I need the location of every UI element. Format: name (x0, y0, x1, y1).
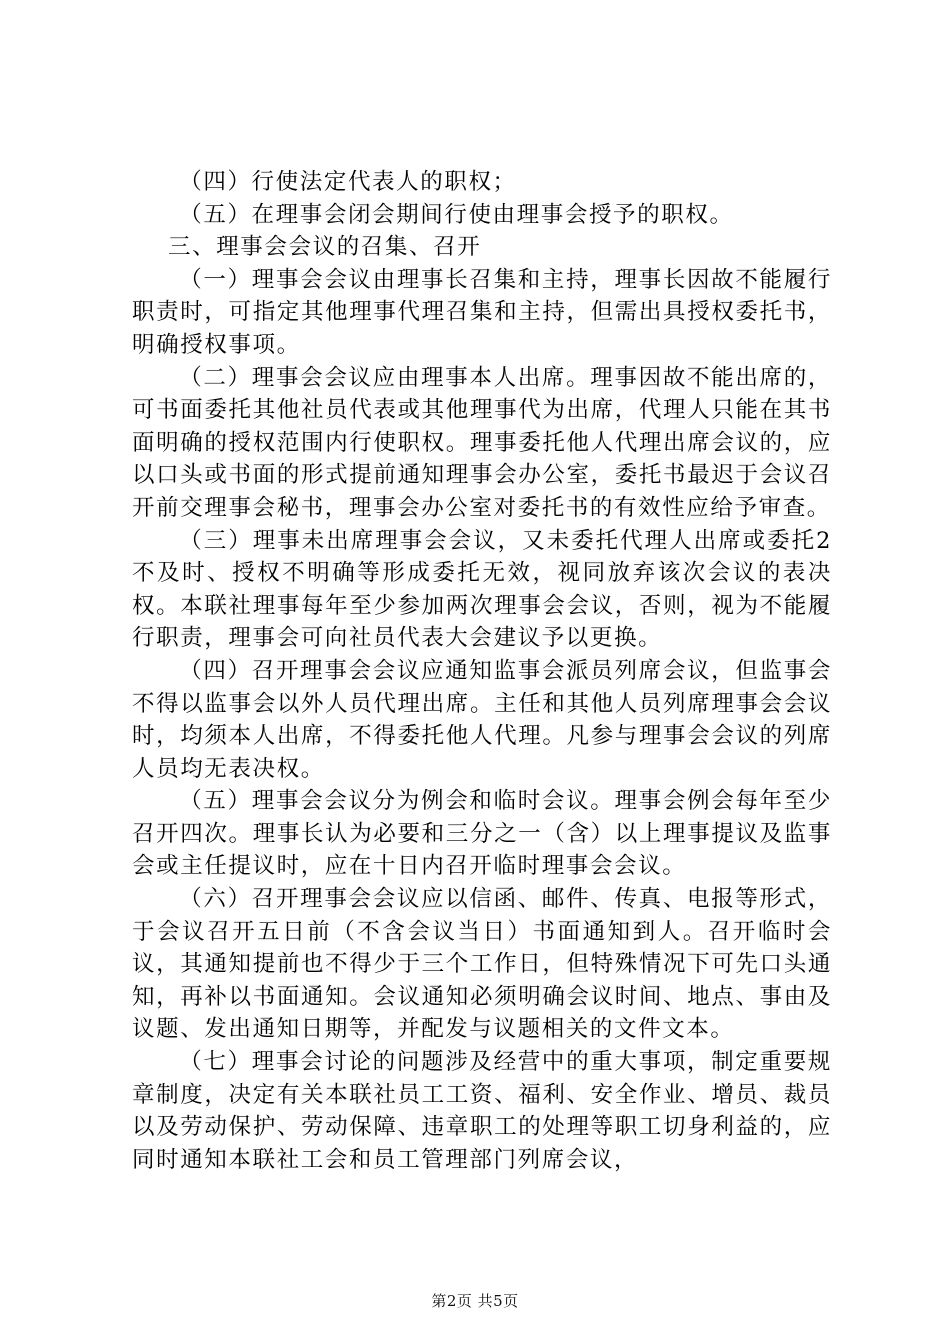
document-body (132, 166, 832, 1176)
paragraph-item-7: （七）理事会讨论的问题涉及经营中的重大事项，制定重要规章制度，决定有关本联社员工工资、福利、安全作业、增员、裁员以及劳动保护、劳动保障、违章职工的处理等职工切身利益的，应同时通知本联社工会和员工管理部门列席会议， (132, 1049, 832, 1173)
paragraph-4: （四）行使法定代表人的职权； (179, 169, 517, 195)
paragraph-item-1: （一）理事会会议由理事长召集和主持，理事长因故不能履行职责时，可指定其他理事代理召集和主持，但需出具授权委托书，明确授权事项。 (132, 266, 832, 358)
paragraph-item-5: （五）理事会会议分为例会和临时会议。理事会例会每年至少召开四次。理事长认为必要和三分之一（含）以上理事提议及监事会或主任提议时，应在十日内召开临时理事会会议。 (132, 788, 832, 880)
paragraph-item-6: （六）召开理事会会议应以信函、邮件、传真、电报等形式，于会议召开五日前（不含会议当日）书面通知到人。召开临时会议，其通知提前也不得少于三个工作日，但特殊情况下可先口头通知，再补以书面通知。会议通知必须明确会议时间、地点、事由及议题、发出通知日期等，并配发与议题相关的文件文本。 (132, 886, 832, 1043)
paragraph-item-3: （三）理事未出席理事会会议，又未委托代理人出席或委托2不及时、授权不明确等形成委托无效，视同放弃该次会议的表决权。本联社理事每年至少参加两次理事会会议，否则，视为不能履行职责，理事会可向社员代表大会建议予以更换。 (132, 527, 832, 652)
paragraph-item-4: （四）召开理事会会议应通知监事会派员列席会议，但监事会不得以监事会以外人员代理出席。主任和其他人员列席理事会会议时，均须本人出席，不得委托他人代理。凡参与理事会会议的列席人员均无表决权。 (132, 657, 832, 782)
paragraph-item-2: （二）理事会会议应由理事本人出席。理事因故不能出席的，可书面委托其他社员代表或其他理事代为出席，代理人只能在其书面明确的授权范围内行使职权。理事委托他人代理出席会议的，应以口头或书面的形式提前通知理事会办公室，委托书最迟于会议召开前交理事会秘书，理事会办公室对委托书的有效性应给予审查。 (132, 364, 832, 521)
section-heading: 三、理事会会议的召集、召开 (168, 234, 482, 261)
page-footer: 第2页 共5页 (431, 1292, 519, 1310)
paragraph-5: （五）在理事会闭会期间行使由理事会授予的职权。 (179, 201, 734, 228)
